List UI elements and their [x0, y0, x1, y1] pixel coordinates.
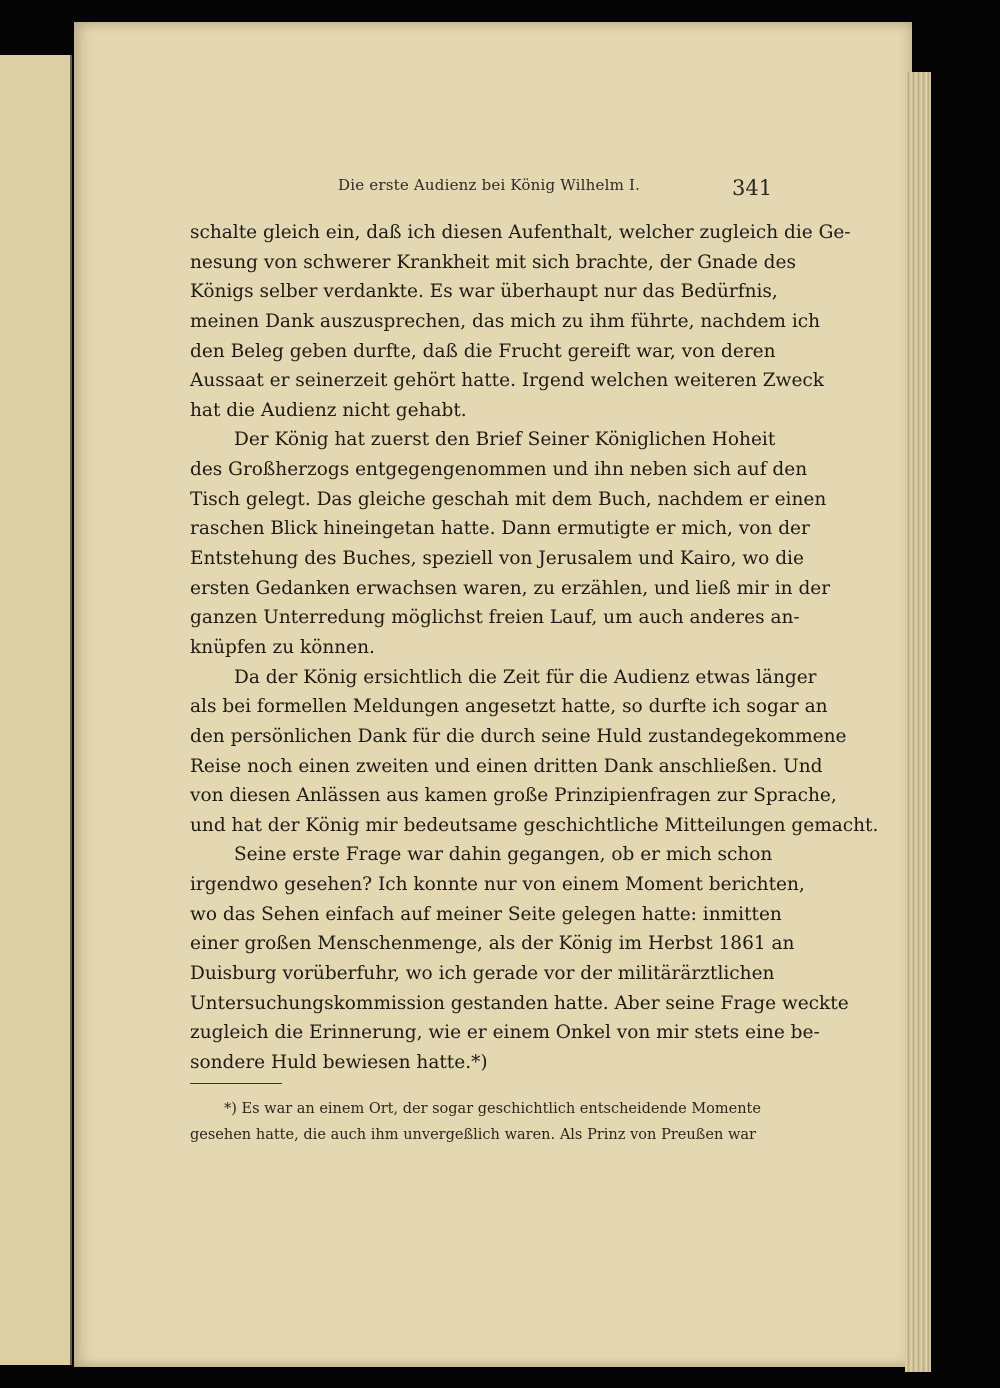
- text-line: ersten Gedanken erwachsen waren, zu erzählen, und ließ mir in der: [190, 577, 831, 599]
- text-line: irgendwo gesehen? Ich konnte nur von einem Moment berichten,: [190, 874, 805, 896]
- text-line: meinen Dank auszusprechen, das mich zu ihm führte, nachdem ich: [190, 310, 821, 332]
- text-line: Untersuchungskommission gestanden hatte. Aber seine Frage weckte: [190, 992, 849, 1014]
- text-line: des Großherzogs entgegengenommen und ihn neben sich auf den: [190, 459, 808, 481]
- text-line: Duisburg vorüberfuhr, wo ich gerade vor der militärärztlichen: [190, 963, 775, 985]
- previous-page-edge: [0, 55, 72, 1365]
- footnote-rule: [190, 1083, 282, 1084]
- running-head: Die erste Audienz bei König Wilhelm I.: [338, 176, 641, 194]
- text-line: Königs selber verdankte. Es war überhaupt nur das Bedürfnis,: [190, 281, 778, 303]
- text-line: nesung von schwerer Krankheit mit sich brachte, der Gnade des: [190, 251, 796, 273]
- text-line: knüpfen zu können.: [190, 636, 375, 658]
- footnote-line: gesehen hatte, die auch ihm unvergeßlich waren. Als Prinz von Preußen war: [190, 1127, 756, 1143]
- text-line: zugleich die Erinnerung, wie er einem Onkel von mir stets eine be-: [190, 1022, 820, 1044]
- text-line: raschen Blick hineingetan hatte. Dann ermutigte er mich, von der: [190, 518, 810, 540]
- text-line: Tisch gelegt. Das gleiche geschah mit dem Buch, nachdem er einen: [190, 488, 827, 510]
- text-line: schalte gleich ein, daß ich diesen Aufenthalt, welcher zugleich die Ge-: [190, 222, 851, 243]
- text-line: einer großen Menschenmenge, als der König im Herbst 1861 an: [190, 933, 795, 955]
- text-line: Entstehung des Buches, speziell von Jerusalem und Kairo, wo die: [190, 548, 804, 570]
- footnote-line: *) Es war an einem Ort, der sogar geschichtlich entscheidende Momente: [224, 1101, 761, 1117]
- text-line: als bei formellen Meldungen angesetzt hatte, so durfte ich sogar an: [190, 696, 828, 718]
- footnote: [190, 1096, 761, 1148]
- text-line: hat die Audienz nicht gehabt.: [190, 399, 467, 421]
- text-line: Reise noch einen zweiten und einen dritten Dank anschließen. Und: [190, 755, 823, 777]
- paragraph-start-line: Der König hat zuerst den Brief Seiner Königlichen Hoheit: [234, 429, 776, 451]
- text-line: ganzen Unterredung möglichst freien Lauf, um auch anderes an-: [190, 607, 800, 629]
- page-number: 341: [732, 176, 773, 200]
- text-line: den Beleg geben durfte, daß die Frucht gereift war, von deren: [190, 340, 776, 362]
- body-text: [190, 218, 879, 1078]
- text-line: wo das Sehen einfach auf meiner Seite gelegen hatte: inmitten: [190, 903, 782, 925]
- text-line: sondere Huld bewiesen hatte.*): [190, 1051, 488, 1073]
- text-line: Aussaat er seinerzeit gehört hatte. Irgend welchen weiteren Zweck: [190, 370, 825, 392]
- paragraph-start-line: Seine erste Frage war dahin gegangen, ob er mich schon: [234, 844, 773, 866]
- text-line: von diesen Anlässen aus kamen große Prinzipienfragen zur Sprache,: [190, 785, 837, 807]
- text-line: und hat der König mir bedeutsame geschichtliche Mitteilungen gemacht.: [190, 814, 879, 836]
- paragraph-start-line: Da der König ersichtlich die Zeit für die Audienz etwas länger: [234, 666, 817, 688]
- page-stack-edge: [905, 72, 931, 1372]
- text-line: den persönlichen Dank für die durch seine Huld zustandegekommene: [190, 725, 847, 747]
